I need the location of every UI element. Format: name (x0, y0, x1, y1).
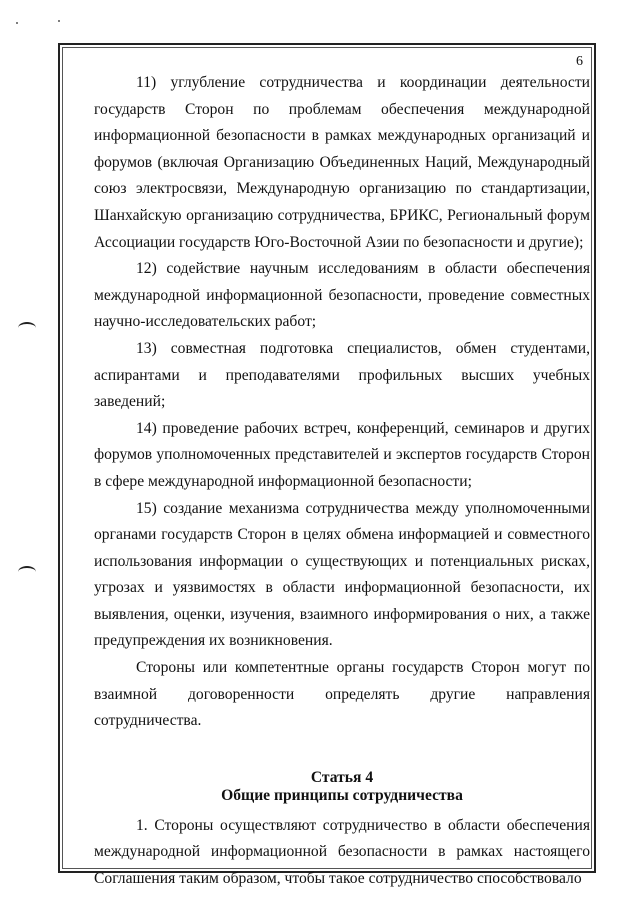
article-paragraph-1: 1. Стороны осуществляют сотрудничество в области обеспечения международной информационной безопасности в рамках настоящего Соглашения таким образом, чтобы такое сотрудничество способствовало (94, 816, 590, 888)
article-heading (94, 769, 590, 805)
page-number: 6 (576, 54, 583, 69)
article-title: Общие принципы сотрудничества (221, 786, 463, 804)
binding-mark (18, 322, 36, 334)
article-number: Статья 4 (310, 768, 374, 786)
paragraph-item-15: 15) создание механизма сотрудничества между уполномоченными органами государств Сторон в целях обмена информацией и совместного использования информации о существующих и потенциальных рисках, угрозах и уязвимостях в области информационной безопасности, их выявления, оценки, изучения, взаимного информирования о них, а также предупреждения их возникновения. (94, 499, 590, 650)
binding-mark (18, 566, 36, 578)
paragraph-item-14: 14) проведение рабочих встреч, конференций, семинаров и других форумов уполномоченных представителей и экспертов государств Сторон в сфере международной информационной безопасности; (94, 419, 590, 490)
scan-speck (58, 20, 60, 22)
scan-speck (16, 22, 18, 24)
paragraph-other-directions: Стороны или компетентные органы государств Сторон могут по взаимной договоренности определять другие направления сотрудничества. (94, 659, 590, 730)
document-body (94, 70, 590, 893)
paragraph-item-13: 13) совместная подготовка специалистов, обмен студентами, аспирантами и преподавателями профильных высших учебных заведений; (94, 339, 590, 411)
paragraph-item-12: 12) содействие научным исследованиям в области обеспечения международной информационной безопасности, проведение совместных научно-исследовательских работ; (94, 260, 590, 331)
paragraph-item-11: 11) углубление сотрудничества и координации деятельности государств Сторон по проблемам обеспечения международной информационной безопасности в рамках международных организаций и форумов (включая Организацию Объединенных Наций, Международный союз электросвязи, Международную организацию по стандартизации, Шанхайскую организацию сотрудничества, БРИКС, Региональный форум Ассоциации государств Юго-Восточной Азии по безопасности и другие); (94, 74, 590, 251)
article-body (94, 813, 590, 893)
